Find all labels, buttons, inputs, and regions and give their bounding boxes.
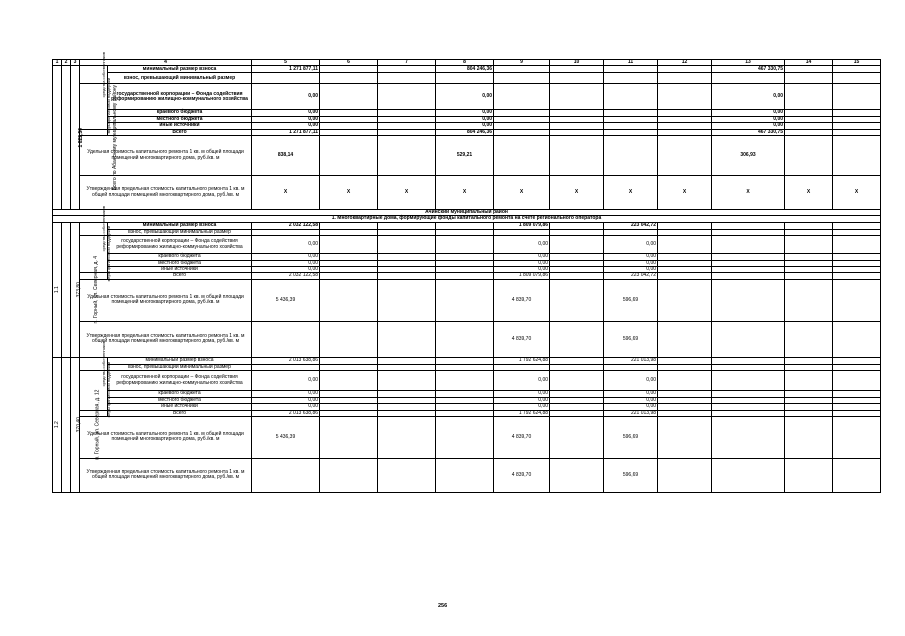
header-cell: 12	[658, 60, 712, 66]
header-cell: 10	[550, 60, 604, 66]
table-row	[53, 416, 881, 458]
row-label: Утвержденная предельная стоимость капитального ремонта 1 кв. м общей площади помещений многоквартирного дома, руб./кв. м	[80, 176, 252, 210]
value-cell: 596,69	[604, 416, 658, 458]
header-cell: 3	[71, 60, 80, 66]
value-cell: 0,00	[494, 267, 550, 273]
value-cell: 596,69	[604, 458, 658, 492]
value-cell: 1 792 624,88	[494, 357, 550, 364]
row-label: Всего	[108, 273, 252, 279]
value-cell: 4 839,70	[494, 416, 550, 458]
value-cell: 0,00	[436, 84, 494, 110]
value-cell: 0,00	[252, 391, 320, 397]
value-cell: 0,00	[252, 84, 320, 110]
support-measures-label: меры финансовой поддержки	[80, 84, 108, 129]
header-cell: 8	[436, 60, 494, 66]
value-cell: 2 032 122,58	[252, 222, 320, 229]
value-cell: 467 330,75	[712, 66, 785, 73]
value-cell: 0,00	[252, 371, 320, 391]
value-cell: 4 839,70	[494, 321, 550, 357]
header-cell: 9	[494, 60, 550, 66]
row-label: Удельная стоимость капитального ремонта 1 кв. м общей площади помещений многоквартирного дома, руб./кв. м	[80, 416, 252, 458]
row-label: Утвержденная предельная стоимость капитального ремонта 1 кв. м общей площади помещений многоквартирного дома, руб./кв. м	[80, 458, 252, 492]
row-label: взнос, превышающий минимальный размер	[108, 364, 252, 370]
value-cell: 0,00	[604, 236, 658, 254]
x-mark: X	[785, 176, 833, 210]
value-cell: 0,00	[252, 254, 320, 260]
house-number: 1.2	[53, 357, 62, 492]
table-row	[53, 458, 881, 492]
value-cell: 0,00	[494, 254, 550, 260]
house-address: п. Горный, ул. Северная, д. 4	[62, 222, 71, 357]
x-mark: X	[252, 176, 320, 210]
header-cell: 5	[252, 60, 320, 66]
value-cell: 0,00	[494, 397, 550, 403]
table-row	[53, 73, 881, 84]
value-cell: 221 013,98	[604, 357, 658, 364]
value-cell: 0,00	[494, 260, 550, 266]
value-cell: 0,00	[494, 371, 550, 391]
row-label: иные источники	[108, 404, 252, 410]
page-number: 256	[438, 603, 448, 609]
row-label: Удельная стоимость капитального ремонта 1 кв. м общей площади помещений многоквартирного дома, руб./кв. м	[80, 136, 252, 176]
value-cell: 0,00	[604, 267, 658, 273]
x-mark: X	[494, 176, 550, 210]
row-label: государственной корпорации – Фонда содействия реформированию жилищно-коммунального хозяйства	[108, 84, 252, 110]
header-cell: 1	[53, 60, 62, 66]
row-label: минимальный размер взноса	[108, 66, 252, 73]
section-title: 1. Многоквартирные дома, формирующие фонды капитального ремонта на счете регионального оператора	[53, 216, 881, 222]
x-mark: X	[712, 176, 785, 210]
row-label: взнос, превышающий минимальный размер	[108, 73, 252, 84]
value-cell: 0,00	[252, 110, 320, 116]
header-cell: 2	[62, 60, 71, 66]
value-cell: 221 013,98	[604, 410, 658, 416]
row-label: государственной корпорации – Фонда содействия реформированию жилищно-коммунального хозяйства	[108, 236, 252, 254]
row-label: краевого бюджета	[108, 391, 252, 397]
value-cell: 1 271 877,11	[252, 129, 320, 135]
x-mark: X	[378, 176, 436, 210]
value-cell: 0,00	[494, 391, 550, 397]
row-label: краевого бюджета	[108, 110, 252, 116]
row-label: иные источники	[108, 123, 252, 129]
value-cell: 1 792 624,88	[494, 410, 550, 416]
table-row	[53, 176, 881, 210]
x-mark: X	[604, 176, 658, 210]
value-cell: 0,00	[252, 260, 320, 266]
row-label: минимальный размер взноса	[108, 357, 252, 364]
value-cell: 2 013 638,86	[252, 410, 320, 416]
table-row: 1.2 п. Горный, ул. Северная, д. 12 370,40 средства собственников минимальный размер взноса 2 013 638,86 1 792 624,88 221 013,98	[53, 357, 881, 364]
table-row: меры финансовой поддержки государственной корпорации – Фонда содействия реформированию жилищно-коммунального хозяйства 0,00 0,00 0,00	[53, 236, 881, 254]
table-row: Всего по Абанскому муниципальному району 1 822,50 средства собственников минимальный размер взноса 1 271 877,11 804 246,36 467 330,75	[53, 66, 881, 73]
table-row	[53, 279, 881, 321]
header-cell: 13	[712, 60, 785, 66]
value-cell: 596,69	[604, 279, 658, 321]
house-area: 370,40	[71, 357, 80, 492]
table-row: 1.1 п. Горный, ул. Северная, д. 4 373,80 средства собственников минимальный размер взноса 2 032 122,58 1 809 079,86 223 042,72	[53, 222, 881, 229]
value-cell: 0,00	[712, 110, 785, 116]
row-label: местного бюджета	[108, 397, 252, 403]
header-cell: 4	[80, 60, 252, 66]
capital-repair-table	[52, 51, 881, 493]
value-cell: 0,00	[436, 116, 494, 122]
value-cell: 0,00	[604, 254, 658, 260]
x-mark: X	[833, 176, 881, 210]
value-cell: 0,00	[604, 397, 658, 403]
header-cell: 7	[378, 60, 436, 66]
value-cell: 0,00	[604, 371, 658, 391]
value-cell: 596,69	[604, 321, 658, 357]
row-label: краевого бюджета	[108, 254, 252, 260]
value-cell: 0,00	[604, 260, 658, 266]
header-cell: 14	[785, 60, 833, 66]
district-name: Всего по Абанскому муниципальному району	[62, 66, 71, 210]
x-mark: X	[320, 176, 378, 210]
table-row	[53, 136, 881, 176]
header-cell: 6	[320, 60, 378, 66]
value-cell: 0,00	[712, 84, 785, 110]
value-cell: 0,00	[494, 236, 550, 254]
row-label: взнос, превышающий минимальный размер	[108, 229, 252, 235]
value-cell: 0,00	[252, 404, 320, 410]
value-cell: 838,14	[252, 136, 320, 176]
value-cell: 0,00	[494, 404, 550, 410]
value-cell: 0,00	[604, 391, 658, 397]
value-cell: 223 042,72	[604, 222, 658, 229]
row-label: минимальный размер взноса	[108, 222, 252, 229]
row-label: местного бюджета	[108, 260, 252, 266]
value-cell: 467 330,75	[712, 129, 785, 135]
value-cell: 5 436,39	[252, 279, 320, 321]
owners-funds-label: средства собственников	[80, 66, 108, 84]
house-address: п. Горный, ул. Северная, д. 12	[62, 357, 71, 492]
table-row: меры финансовой поддержки государственной корпорации – Фонда содействия реформированию жилищно-коммунального хозяйства 0,00 0,00 0,00	[53, 371, 881, 391]
house-area: 373,80	[71, 222, 80, 357]
value-cell: 0,00	[252, 236, 320, 254]
row-label: местного бюджета	[108, 116, 252, 122]
header-cell: 11	[604, 60, 658, 66]
value-cell: 529,21	[436, 136, 494, 176]
value-cell: 1 809 079,86	[494, 273, 550, 279]
value-cell: 1 271 877,11	[252, 66, 320, 73]
value-cell: 0,00	[252, 397, 320, 403]
row-label: Всего	[108, 129, 252, 135]
row-label: государственной корпорации – Фонда содействия реформированию жилищно-коммунального хозяйства	[108, 371, 252, 391]
value-cell: 0,00	[436, 123, 494, 129]
value-cell: 2 032 122,58	[252, 273, 320, 279]
value-cell: 4 839,70	[494, 458, 550, 492]
header-cell: 15	[833, 60, 881, 66]
row-label: иные источники	[108, 267, 252, 273]
value-cell: 1 809 079,86	[494, 222, 550, 229]
value-cell: 223 042,72	[604, 273, 658, 279]
value-cell: 0,00	[436, 110, 494, 116]
x-mark: X	[550, 176, 604, 210]
x-mark: X	[436, 176, 494, 210]
value-cell: 4 839,70	[494, 279, 550, 321]
value-cell: 0,00	[712, 116, 785, 122]
value-cell: 0,00	[604, 404, 658, 410]
value-cell: 0,00	[252, 267, 320, 273]
value-cell: 306,93	[712, 136, 785, 176]
value-cell: 0,00	[252, 116, 320, 122]
table-row	[53, 84, 881, 110]
value-cell: 2 013 638,86	[252, 357, 320, 364]
value-cell: 0,00	[712, 123, 785, 129]
row-label: Удельная стоимость капитального ремонта 1 кв. м общей площади помещений многоквартирного дома, руб./кв. м	[80, 279, 252, 321]
value-cell: 804 246,36	[436, 129, 494, 135]
row-label: Всего	[108, 410, 252, 416]
row-label: Утвержденная предельная стоимость капитального ремонта 1 кв. м общей площади помещений многоквартирного дома, руб./кв. м	[80, 321, 252, 357]
value-cell: 804 246,36	[436, 66, 494, 73]
district-title: Ачинский муниципальный район	[53, 210, 881, 216]
x-mark: X	[658, 176, 712, 210]
house-number: 1.1	[53, 222, 62, 357]
value-cell: 5 436,39	[252, 416, 320, 458]
value-cell: 0,00	[252, 123, 320, 129]
table-row	[53, 321, 881, 357]
